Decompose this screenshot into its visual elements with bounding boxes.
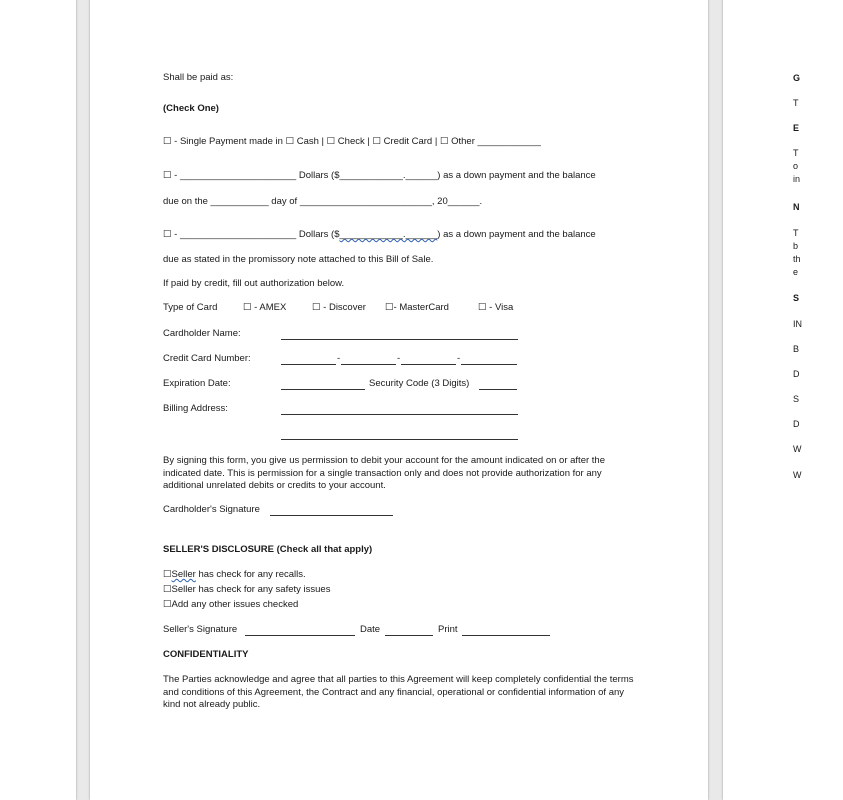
cardholder-name-field[interactable]	[281, 339, 518, 340]
print-label: Print	[438, 624, 458, 635]
page-fragment: o	[793, 161, 799, 171]
card-number-field-3[interactable]	[401, 364, 456, 365]
page-fragment: e	[793, 267, 799, 277]
card-number-separator: -	[397, 353, 401, 364]
page-fragment: D	[793, 419, 800, 429]
page-fragment: N	[793, 202, 800, 212]
confidentiality-paragraph: The Parties acknowledge and agree that all parties to this Agreement will keep completely confidential the terms and conditions of this Agreement, the Contract and any financial, operational or confidential information of any kind not already public.	[163, 674, 634, 711]
seller-disclosure-heading: SELLER'S DISCLOSURE (Check all that apply)	[163, 544, 373, 555]
down-payment-line-2	[163, 229, 596, 241]
page-fragment: B	[793, 344, 800, 354]
promissory-line: due as stated in the promissory note attached to this Bill of Sale.	[163, 254, 434, 265]
page-fragment: W	[793, 470, 802, 480]
dollars-blank: ______________________	[179, 170, 297, 181]
disclosure-text: Add any other issues checked	[171, 599, 299, 610]
checkbox-prefix: ☐ -	[163, 170, 180, 181]
print-field[interactable]	[462, 635, 550, 636]
cardholder-signature-field[interactable]	[270, 515, 393, 516]
confidentiality-heading: CONFIDENTIALITY	[163, 649, 249, 660]
card-number-separator: -	[457, 353, 461, 364]
credit-intro: If paid by credit, fill out authorization below.	[163, 278, 345, 289]
security-code-label: Security Code (3 Digits)	[369, 378, 470, 389]
down-payment-suffix: ) as a down payment and the balance	[437, 229, 596, 240]
dollars-label: Dollars ($	[298, 229, 340, 240]
security-code-field[interactable]	[479, 389, 517, 390]
amount-blank: ____________.______	[339, 229, 438, 240]
expiration-label: Expiration Date:	[163, 378, 231, 389]
card-option-visa[interactable]: ☐ - Visa	[478, 302, 514, 313]
down-payment-line	[163, 170, 596, 182]
card-option-discover[interactable]: ☐ - Discover	[312, 302, 366, 313]
page-fragment: W	[793, 444, 802, 454]
page-fragment: D	[793, 369, 800, 379]
date-field[interactable]	[385, 635, 433, 636]
page-fragment: T	[793, 228, 799, 238]
card-number-field-1[interactable]	[281, 364, 336, 365]
page-fragment: IN	[793, 319, 802, 329]
check-one-label: (Check One)	[163, 103, 219, 114]
page-fragment: b	[793, 241, 799, 251]
card-number-separator: -	[337, 353, 341, 364]
checkbox[interactable]: ☐	[163, 599, 172, 610]
expiration-field[interactable]	[281, 389, 365, 390]
card-option-amex[interactable]: ☐ - AMEX	[243, 302, 287, 313]
page-fragment: S	[793, 394, 800, 404]
checkbox[interactable]: ☐	[163, 569, 172, 580]
billing-address-field-1[interactable]	[281, 414, 518, 415]
disclosure-item[interactable]	[163, 569, 306, 581]
disclosure-item[interactable]	[163, 599, 298, 611]
seller-signature-label: Seller's Signature	[163, 624, 238, 635]
previous-page	[0, 0, 76, 800]
page-fragment: th	[793, 254, 801, 264]
card-type-label: Type of Card	[163, 302, 218, 313]
disclosure-text: has check for any recalls.	[195, 569, 306, 580]
down-payment-suffix: ) as a down payment and the balance	[437, 170, 596, 181]
payment-intro: Shall be paid as:	[163, 72, 234, 83]
disclosure-word: Seller	[171, 569, 196, 580]
dollars-blank: ______________________	[179, 229, 297, 240]
cardholder-name-label: Cardholder Name:	[163, 328, 241, 339]
card-number-field-2[interactable]	[341, 364, 396, 365]
date-label: Date	[360, 624, 381, 635]
authorization-paragraph: By signing this form, you give us permission to debit your account for the amount indicated on or after the indicated date. This is permission for a single transaction only and does not provide authorization for any additional unrelated debits or credits to your account.	[163, 455, 605, 492]
page-fragment: E	[793, 123, 800, 133]
due-on-line: due on the ___________ day of _________________________, 20______.	[163, 196, 483, 207]
card-number-label: Credit Card Number:	[163, 353, 251, 364]
single-payment-line: ☐ - Single Payment made in ☐ Cash | ☐ Check | ☐ Credit Card | ☐ Other ____________	[163, 136, 541, 147]
disclosure-item[interactable]	[163, 584, 330, 596]
page-fragment: T	[793, 148, 799, 158]
document-page	[90, 0, 708, 800]
cardholder-signature-label: Cardholder's Signature	[163, 504, 260, 515]
seller-signature-field[interactable]	[245, 635, 355, 636]
page-fragment: T	[793, 98, 799, 108]
checkbox-prefix: ☐ -	[163, 229, 180, 240]
billing-address-field-2[interactable]	[281, 439, 518, 440]
page-fragment: S	[793, 293, 800, 303]
page-fragment: G	[793, 73, 801, 83]
checkbox[interactable]: ☐	[163, 584, 172, 595]
dollars-label: Dollars ($	[298, 170, 340, 181]
card-option-mastercard[interactable]: ☐- MasterCard	[385, 302, 449, 313]
billing-address-label: Billing Address:	[163, 403, 228, 414]
next-page	[723, 0, 843, 800]
page-fragment: in	[793, 174, 801, 184]
amount-blank: ____________.______	[339, 170, 438, 181]
card-number-field-4[interactable]	[461, 364, 517, 365]
disclosure-text: Seller has check for any safety issues	[171, 584, 331, 595]
